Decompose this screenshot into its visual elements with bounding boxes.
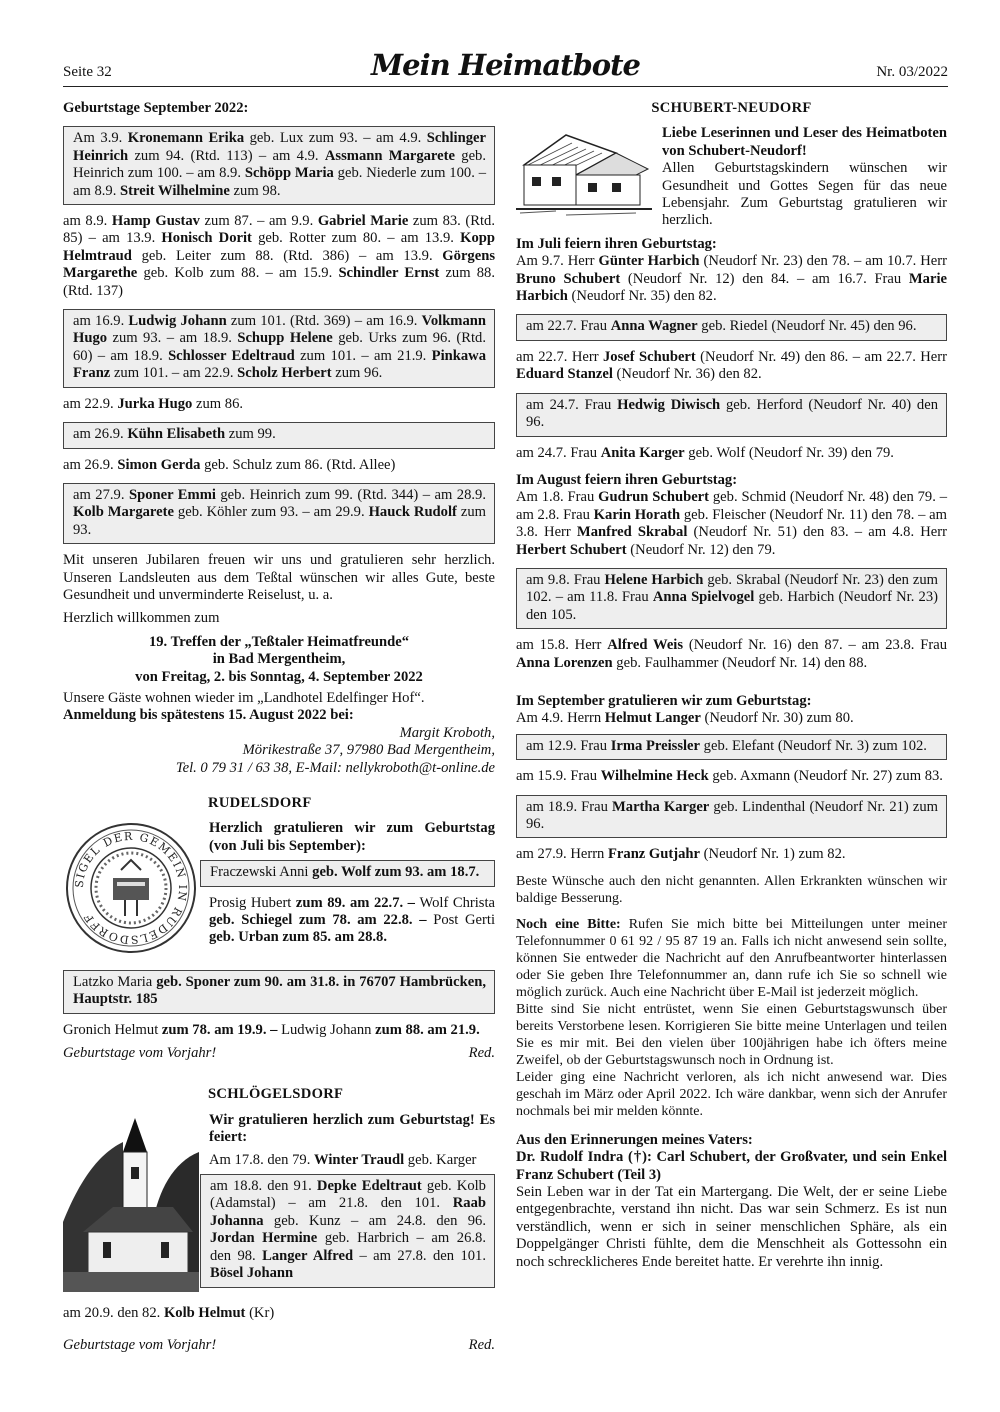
text-run: geb. Riedel (Neudorf Nr. 45) den 96. xyxy=(697,318,917,335)
birthday-paragraph xyxy=(516,349,947,384)
page-header xyxy=(63,48,948,87)
welcome-line: Herzlich willkommen zum xyxy=(63,610,220,627)
text-run: geb. Heinrich zum 100. – am 8.9. xyxy=(73,147,487,182)
person-name: Sponer Emmi xyxy=(128,486,216,503)
person-name: Anna Spielvogel xyxy=(652,589,755,606)
birthday-paragraph xyxy=(63,457,495,474)
text-run: geb. Karger xyxy=(404,1151,477,1168)
text-run: Fraczewski Anni xyxy=(210,864,309,881)
text-run: zum 83. (Rtd. 85) – am 13.9. xyxy=(63,213,495,247)
september-heading-neudorf: Im September gratulieren wir zum Geburtstag: xyxy=(516,692,812,709)
text-run: Am 17.8. den 79. xyxy=(209,1151,314,1168)
text-run: Am 3.9. xyxy=(73,130,128,147)
birthday-box xyxy=(200,860,495,886)
text-run: – am 27.8. den 101. xyxy=(353,1247,486,1264)
rudelsdorf-intro: Herzlich gratulieren wir zum Geburtstag (von Juli bis September): xyxy=(209,820,495,854)
text-run: (Neudorf Nr. 16) den 87. – am 23.8. Frau xyxy=(683,637,947,654)
person-name: Schlosser Edeltraud xyxy=(168,347,295,364)
text-run: geb. Herford (Neudorf Nr. 40) den 96. xyxy=(526,396,938,431)
person-name: Günter Harbich xyxy=(598,253,700,270)
text-run: zum 101. – am 22.9. xyxy=(110,365,238,382)
birthday-paragraph xyxy=(516,253,947,305)
person-name: Streit Wilhelmine xyxy=(120,182,230,199)
note-row xyxy=(63,1045,495,1062)
birthday-box xyxy=(63,483,495,544)
birthday-box xyxy=(200,1174,495,1287)
schloegelsdorf-heading: SCHLÖGELSDORF xyxy=(208,1086,344,1103)
meeting-title: 19. Treffen der „Teßtaler Heimatfreunde“ xyxy=(148,633,410,650)
congrats-paragraph: Mit unseren Jubilaren freuen wir uns und gratulieren sehr herzlich. Unseren Landsleuten aus dem Teßtal wünschen wir alles Gute, beste Gesundheit und unverminderte Reiselust, u. a. xyxy=(63,552,495,603)
person-name: geb. Urban zum 85. am 28.8. xyxy=(209,929,387,946)
meeting-dates: von Freitag, 2. bis Sonntag, 4. September 2022 xyxy=(135,668,423,685)
person-name: Schindler Ernst xyxy=(338,265,440,282)
text-run: am 9.8. Frau xyxy=(526,571,605,588)
text-run: (Neudorf Nr. 35) den 82. xyxy=(567,288,717,305)
person-name: Hamp Gustav xyxy=(111,213,200,230)
person-name: Marie Harbich xyxy=(516,270,947,305)
text-run: Am 4.9. Herrn xyxy=(516,710,605,727)
text-run: geb. Schmid (Neudorf Nr. 48) den 79. – am 2.8. Frau xyxy=(516,489,948,523)
text-run: am 18.9. Frau xyxy=(526,798,612,815)
person-name: Schupp Helene xyxy=(237,330,333,347)
person-name: Ludwig Johann xyxy=(128,313,227,330)
person-name: Scholz Herbert xyxy=(237,365,332,382)
contact-phone-email: Tel. 0 79 31 / 63 38, E-Mail: nellykroboth@t-online.de xyxy=(175,759,495,776)
schloegelsdorf-section xyxy=(63,1112,495,1297)
birthday-paragraph xyxy=(516,489,947,559)
contact-address: Mörikestraße 37, 97980 Bad Mergentheim, xyxy=(242,742,495,759)
text-run: Latzko Maria xyxy=(73,973,153,990)
person-name: Kopp Helmtraud xyxy=(63,230,495,264)
person-name: Helmut Langer xyxy=(604,710,701,727)
birthday-paragraph xyxy=(516,710,947,727)
editor-mark: Red. xyxy=(468,1045,495,1062)
person-name: Gabriel Marie xyxy=(317,213,409,230)
text-run: (Neudorf Nr. 36) den 82. xyxy=(612,366,762,383)
text-run: zum 101. (Rtd. 369) – am 16.9. xyxy=(226,313,422,330)
birthday-paragraph xyxy=(209,895,495,947)
text-run: zum 86. xyxy=(192,395,244,412)
birthday-paragraph xyxy=(516,445,947,462)
text-run: zum 98. xyxy=(229,182,281,199)
text-run: geb. Elefant (Neudorf Nr. 3) zum 102. xyxy=(700,737,927,754)
person-name: Bösel Johann xyxy=(210,1265,294,1282)
contact-name: Margit Kroboth, xyxy=(399,724,495,741)
person-name: Jurka Hugo xyxy=(117,395,193,412)
text-run: am 20.9. den 82. xyxy=(63,1305,164,1322)
person-name: Helene Harbich xyxy=(604,571,704,588)
person-name: Martha Karger xyxy=(612,798,710,815)
text-run: Prosig Hubert xyxy=(209,894,292,911)
right-column xyxy=(516,100,947,1271)
text-run: zum 101. – am 21.9. xyxy=(294,347,432,364)
masthead-logo: Mein Heimatbote xyxy=(371,48,640,82)
text-run: am 24.7. Frau xyxy=(516,444,601,461)
text-run: am 27.9. xyxy=(73,486,129,503)
person-name: Winter Traudl xyxy=(314,1151,405,1168)
person-name: Raab Johanna xyxy=(210,1195,486,1229)
text-run: geb. Harbich (Neudorf Nr. 23) den 105. xyxy=(526,589,938,623)
text-run: geb. Harbrich – am 26.8. den 98. xyxy=(210,1230,486,1264)
text-run: am 8.9. xyxy=(63,213,112,230)
rudelsdorf-seal-image xyxy=(63,820,199,961)
text-run: zum 93. xyxy=(73,504,486,538)
text-run: am 22.7. Frau xyxy=(526,318,611,335)
person-name: Honisch Dorit xyxy=(161,230,252,247)
text-run: geb. Kolb zum 88. – am 15.9. xyxy=(137,265,339,282)
request-label: Noch eine Bitte: xyxy=(516,916,621,932)
left-column xyxy=(63,100,495,1360)
text-run: geb. Rotter zum 80. – am 13.9. xyxy=(251,230,461,247)
person-name: Depke Edeltraut xyxy=(316,1178,422,1195)
person-name: Alfred Weis xyxy=(607,637,684,654)
neudorf-intro-text: Allen Geburtstagskindern wünschen wir Gesundheit und Gottes Segen für das neue Lebensjahr. Zum Geburtstag gratulieren wir herzlich. xyxy=(662,160,947,229)
birthday-box xyxy=(516,795,947,839)
text-run: am 26.9. xyxy=(73,426,128,443)
text-run: geb. Skrabal (Neudorf Nr. 23) den zum 102. – am 11.8. Frau xyxy=(526,571,939,606)
person-name: Herbert Schubert xyxy=(516,541,627,558)
birthday-box xyxy=(516,393,947,437)
wishes-paragraph: Beste Wünsche auch den nicht genannten. Allen Erkrankten wünschen wir baldige Besserung. xyxy=(516,873,947,906)
person-name: Schlinger Heinrich xyxy=(73,130,486,164)
person-name: Simon Gerda xyxy=(117,456,201,473)
text-run: Gronich Helmut xyxy=(63,1021,159,1038)
birthday-box xyxy=(63,970,495,1014)
previous-year-note: Geburtstage vom Vorjahr! xyxy=(63,1336,217,1353)
text-run: geb. Fleischer (Neudorf Nr. 11) den 78. – am 3.8. Herr xyxy=(516,506,947,541)
person-name: Bruno Schubert xyxy=(516,270,621,287)
issue-number: Nr. 03/2022 xyxy=(876,64,948,80)
farmhouse-sketch-image xyxy=(516,125,652,229)
birthday-paragraph xyxy=(63,1022,495,1039)
birthday-paragraph xyxy=(516,846,947,863)
person-name: zum 78. am 19.9. – xyxy=(158,1021,282,1038)
person-name: Kolb Helmut xyxy=(163,1305,246,1322)
person-name: Langer Alfred xyxy=(262,1247,354,1264)
text-run: geb. Köhler zum 93. – am 29.9. xyxy=(173,504,369,521)
birthday-box xyxy=(63,309,495,388)
editor-mark: Red. xyxy=(468,1336,495,1353)
text-run: zum 99. xyxy=(225,426,276,443)
church-image xyxy=(63,1112,199,1297)
memories-heading: Aus den Erinnerungen meines Vaters: xyxy=(516,1131,753,1148)
request-paragraph xyxy=(516,916,947,1001)
text-run: (Neudorf Nr. 12) den 84. – am 16.7. Frau xyxy=(620,270,909,287)
text-run: am 18.8. den 91. xyxy=(210,1178,317,1195)
september-heading: Geburtstage September 2022: xyxy=(63,100,249,116)
text-run: geb. Leiter zum 88. (Rtd. 386) – am 13.9. xyxy=(131,247,443,264)
text-run: zum 87. – am 9.9. xyxy=(199,213,318,230)
text-run: am 22.7. Herr xyxy=(516,348,603,365)
person-name: Assmann Margarete xyxy=(324,147,455,164)
birthday-paragraph xyxy=(516,768,947,785)
text-run: (Neudorf Nr. 51) den 83. – am 4.8. Herr xyxy=(687,524,947,541)
text-run: zum 88. (Rtd. 137) xyxy=(63,265,496,299)
birthday-box xyxy=(516,314,947,340)
text-run: Am 9.7. Herr xyxy=(516,253,599,270)
text-run: am 26.9. xyxy=(63,456,118,473)
text-run: (Neudorf Nr. 49) den 86. – am 22.7. Herr xyxy=(695,348,947,365)
neudorf-greeting: Liebe Leserinnen und Leser des Heimatboten von Schubert-Neudorf! xyxy=(662,125,947,159)
meeting-place: in Bad Mergentheim, xyxy=(212,651,346,668)
text-run: geb. Axmann (Neudorf Nr. 27) zum 83. xyxy=(708,768,943,785)
birthday-box xyxy=(516,568,947,629)
text-run: (Neudorf Nr. 30) zum 80. xyxy=(700,710,854,727)
person-name: geb. Wolf zum 93. am 18.7. xyxy=(308,864,480,881)
july-heading: Im Juli feiern ihren Geburtstag: xyxy=(516,235,717,252)
previous-year-note: Geburtstage vom Vorjahr! xyxy=(63,1045,217,1062)
hotel-line: Unsere Gäste wohnen wieder im „Landhotel Edelfinger Hof“. xyxy=(63,689,425,706)
text-run: geb. Wolf (Neudorf Nr. 39) den 79. xyxy=(684,444,894,461)
text-run: am 27.9. Herrn xyxy=(516,846,608,863)
schubert-neudorf-heading: SCHUBERT-NEUDORF xyxy=(651,100,812,116)
person-name: Hauck Rudolf xyxy=(368,504,457,521)
text-run: Wolf Christa xyxy=(419,894,496,911)
text-run: am 24.7. Frau xyxy=(526,396,618,413)
birthday-paragraph xyxy=(63,396,495,413)
person-name: Manfred Skrabal xyxy=(576,524,688,541)
person-name: zum 88. am 21.9. xyxy=(371,1021,480,1038)
rudelsdorf-heading: RUDELSDORF xyxy=(208,795,312,811)
schloegelsdorf-intro: Wir gratulieren herzlich zum Geburtstag! Es feiert: xyxy=(209,1111,495,1146)
text-run: (Neudorf Nr. 1) zum 82. xyxy=(700,846,846,863)
text-run: am 22.9. xyxy=(63,395,118,412)
birthday-paragraph xyxy=(516,637,947,672)
rudelsdorf-section xyxy=(63,820,495,961)
person-name: Gudrun Schubert xyxy=(598,489,710,506)
text-run: Am 1.8. Frau xyxy=(516,489,599,506)
request-text: Rufen Sie mich bitte bei Mitteilungen unter meiner Telefonnummer 0 61 92 / 95 87 19 an. Falls ich nicht anwesend sein sollte, können Sie entweder die Nachricht auf den Anrufbeantworter hinterlassen oder Sie geben Ihre Telefonnummer an, dann rufe ich Sie so schnell wie möglich zurück. Auch eine Nachricht über E-Mail ist jederzeit möglich. xyxy=(516,916,947,1000)
text-run: zum 96. xyxy=(331,365,383,382)
august-heading: Im August feiern ihren Geburtstag: xyxy=(516,471,738,488)
text-run: am 16.9. xyxy=(73,313,129,330)
person-name: zum 89. am 22.7. – xyxy=(291,894,420,911)
birthday-paragraph xyxy=(63,1305,495,1322)
person-name: Eduard Stanzel xyxy=(516,366,613,383)
text-run: zum 94. (Rtd. 113) – am 4.9. xyxy=(128,147,325,164)
person-name: Kronemann Erika xyxy=(127,130,245,147)
person-name: Anita Karger xyxy=(600,444,685,461)
text-run: Post Gerti xyxy=(433,912,495,929)
request-paragraph-3: Leider ging eine Nachricht verloren, als ich nicht anwesend war. Dies geschah im März oder April 2022. Ich wäre dankbar, wenn sich der Anrufer nochmals bei mir melden könnte. xyxy=(516,1069,947,1119)
neudorf-intro-section xyxy=(516,125,947,229)
text-run: geb. Schulz zum 86. (Rtd. Allee) xyxy=(200,456,396,473)
person-name: Anna Wagner xyxy=(610,318,698,335)
memories-text: Sein Leben war in der Tat ein Martergang. Die Welt, der er seine Liebe entgegenbrachte, verstand ihn nicht. Das war sein Schmerz. Es ist nun verständlich, wenn er sich in seiner menschlichen Sphäre, als ein Doppelgänger Christi fühlte, dem die Menschheit als Gottessohn ein noch schrecklicheres Ende bereitet hatte. Er verehrte ihn innig. xyxy=(516,1184,947,1270)
person-name: Hedwig Diwisch xyxy=(617,396,721,413)
text-run: (Neudorf Nr. 23) den 78. – am 10.7. Herr xyxy=(699,253,947,270)
birthday-box xyxy=(63,126,495,205)
note-row xyxy=(63,1337,495,1354)
text-run: geb. Urks zum 96. (Rtd. 60) – am 18.9. xyxy=(73,330,486,364)
birthday-paragraph xyxy=(63,213,495,300)
person-name: Kühn Elisabeth xyxy=(127,426,226,443)
person-name: Irma Preissler xyxy=(610,737,701,754)
memories-title: Dr. Rudolf Indra (†): Carl Schubert, der Großvater, und sein Enkel Franz Schubert (Teil 3) xyxy=(516,1149,947,1183)
person-name: Görgens Margarethe xyxy=(63,247,495,282)
person-name: Volkmann Hugo xyxy=(73,313,486,347)
text-run: geb. Lux zum 93. – am 4.9. xyxy=(244,130,427,147)
page-number: Seite 32 xyxy=(63,64,112,80)
text-run: am 15.8. Herr xyxy=(516,637,608,654)
person-name: Josef Schubert xyxy=(602,348,696,365)
text-run: geb. Kolb (Adamstal) – am 21.8. den 101. xyxy=(210,1178,486,1212)
person-name: Jordan Hermine xyxy=(210,1230,318,1247)
text-run: Ludwig Johann xyxy=(281,1021,372,1038)
text-run: geb. Faulhammer (Neudorf Nr. 14) den 88. xyxy=(612,654,868,671)
birthday-box xyxy=(63,422,495,448)
text-run: geb. Niederle zum 100. – am 8.9. xyxy=(73,165,486,199)
person-name: Kolb Margarete xyxy=(73,504,174,521)
seal-inscription: SIGEL DER GEMEIN IN RUDELSDORFF xyxy=(72,830,190,947)
text-run: zum 93. – am 18.9. xyxy=(107,330,238,347)
person-name: Karin Horath xyxy=(593,506,681,523)
person-name: Pinkawa Franz xyxy=(73,347,486,382)
person-name: Wilhelmine Heck xyxy=(600,768,709,785)
person-name: geb. Schiegel zum 78. am 22.8. – xyxy=(209,912,434,929)
text-run: geb. Kunz – am 24.8. den 96. xyxy=(263,1212,486,1229)
text-run: am 15.9. Frau xyxy=(516,768,601,785)
person-name: Anna Lorenzen xyxy=(516,654,613,671)
text-run: (Kr) xyxy=(245,1305,275,1322)
person-name: Franz Gutjahr xyxy=(608,846,701,863)
request-paragraph-2: Bitte sind Sie nicht entrüstet, wenn Sie einen Geburtstagswunsch über bereits Verstorbene lesen. Korrigieren Sie bitte meine Unterlagen und teilen Sie es mir mit. Bei den vielen über 100jährigen habe ich öfters meine Zweifel, ob der Geburtstagswunsch noch in Ordnung ist. xyxy=(516,1001,947,1068)
person-name: Schöpp Maria xyxy=(244,165,334,182)
birthday-box xyxy=(516,734,947,760)
text-run: am 12.9. Frau xyxy=(526,737,611,754)
text-run: geb. Lindenthal (Neudorf Nr. 21) zum 96. xyxy=(526,798,938,832)
person-name: geb. Sponer zum 90. am 31.8. in 76707 Hambrücken, Hauptstr. 185 xyxy=(73,973,486,1008)
birthday-paragraph xyxy=(209,1152,495,1169)
text-run: (Neudorf Nr. 12) den 79. xyxy=(626,541,776,558)
text-run: geb. Heinrich zum 99. (Rtd. 344) – am 28.9. xyxy=(215,486,486,503)
registration-line: Anmeldung bis spätestens 15. August 2022 bei: xyxy=(63,707,354,724)
